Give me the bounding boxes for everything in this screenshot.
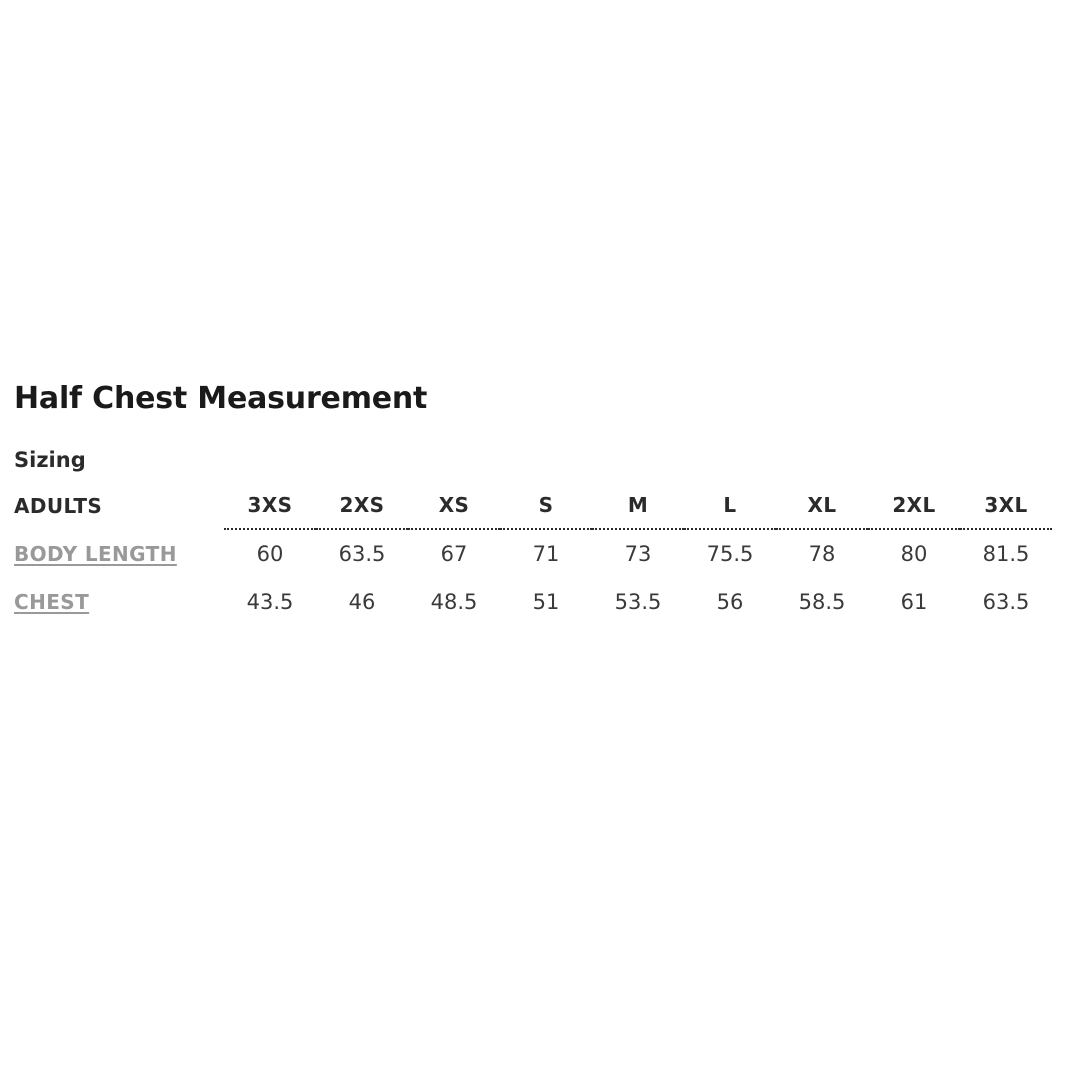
cell-chest-xl: 58.5 xyxy=(798,590,846,615)
cell-body-length-m: 73 xyxy=(624,542,652,567)
row-label-chest: CHEST xyxy=(14,590,90,615)
row-header-body-length xyxy=(14,529,224,578)
cell-body-length-s: 71 xyxy=(532,542,560,567)
cell-chest-3xl: 63.5 xyxy=(982,590,1030,615)
size-chart-content xyxy=(14,382,1066,626)
sizing-subtitle: Sizing xyxy=(14,448,86,472)
table-row xyxy=(14,578,1052,626)
size-header-3xs: 3XS xyxy=(224,482,316,529)
size-header-2xl: 2XL xyxy=(868,482,960,529)
size-header-s: S xyxy=(500,482,592,529)
adults-label: ADULTS xyxy=(14,493,103,518)
cell-body-length-xl: 78 xyxy=(808,542,836,567)
cell-body-length-2xs: 63.5 xyxy=(338,542,386,567)
adults-header-cell xyxy=(14,482,224,529)
table-row xyxy=(14,529,1052,578)
cell-chest-m: 53.5 xyxy=(614,590,662,615)
size-header-2xs: 2XS xyxy=(316,482,408,529)
table-header-row xyxy=(14,482,1052,529)
cell-chest-l: 56 xyxy=(716,590,744,615)
cell-chest-2xs: 46 xyxy=(348,590,376,615)
size-header-xl: XL xyxy=(776,482,868,529)
cell-chest-3xs: 43.5 xyxy=(246,590,294,615)
row-label-body-length: BODY LENGTH xyxy=(14,541,177,566)
cell-chest-s: 51 xyxy=(532,590,560,615)
cell-body-length-3xl: 81.5 xyxy=(982,542,1030,567)
cell-chest-2xl: 61 xyxy=(900,590,928,615)
page-title: Half Chest Measurement xyxy=(14,381,428,416)
size-header-l: L xyxy=(684,482,776,529)
size-header-xs: XS xyxy=(408,482,500,529)
size-header-3xl: 3XL xyxy=(960,482,1052,529)
cell-body-length-3xs: 60 xyxy=(256,542,284,567)
cell-body-length-2xl: 80 xyxy=(900,542,928,567)
cell-body-length-xs: 67 xyxy=(440,542,468,567)
sizing-table xyxy=(14,482,1052,626)
cell-body-length-l: 75.5 xyxy=(706,542,754,567)
row-header-chest xyxy=(14,578,224,626)
size-header-m: M xyxy=(592,482,684,529)
cell-chest-xs: 48.5 xyxy=(430,590,478,615)
